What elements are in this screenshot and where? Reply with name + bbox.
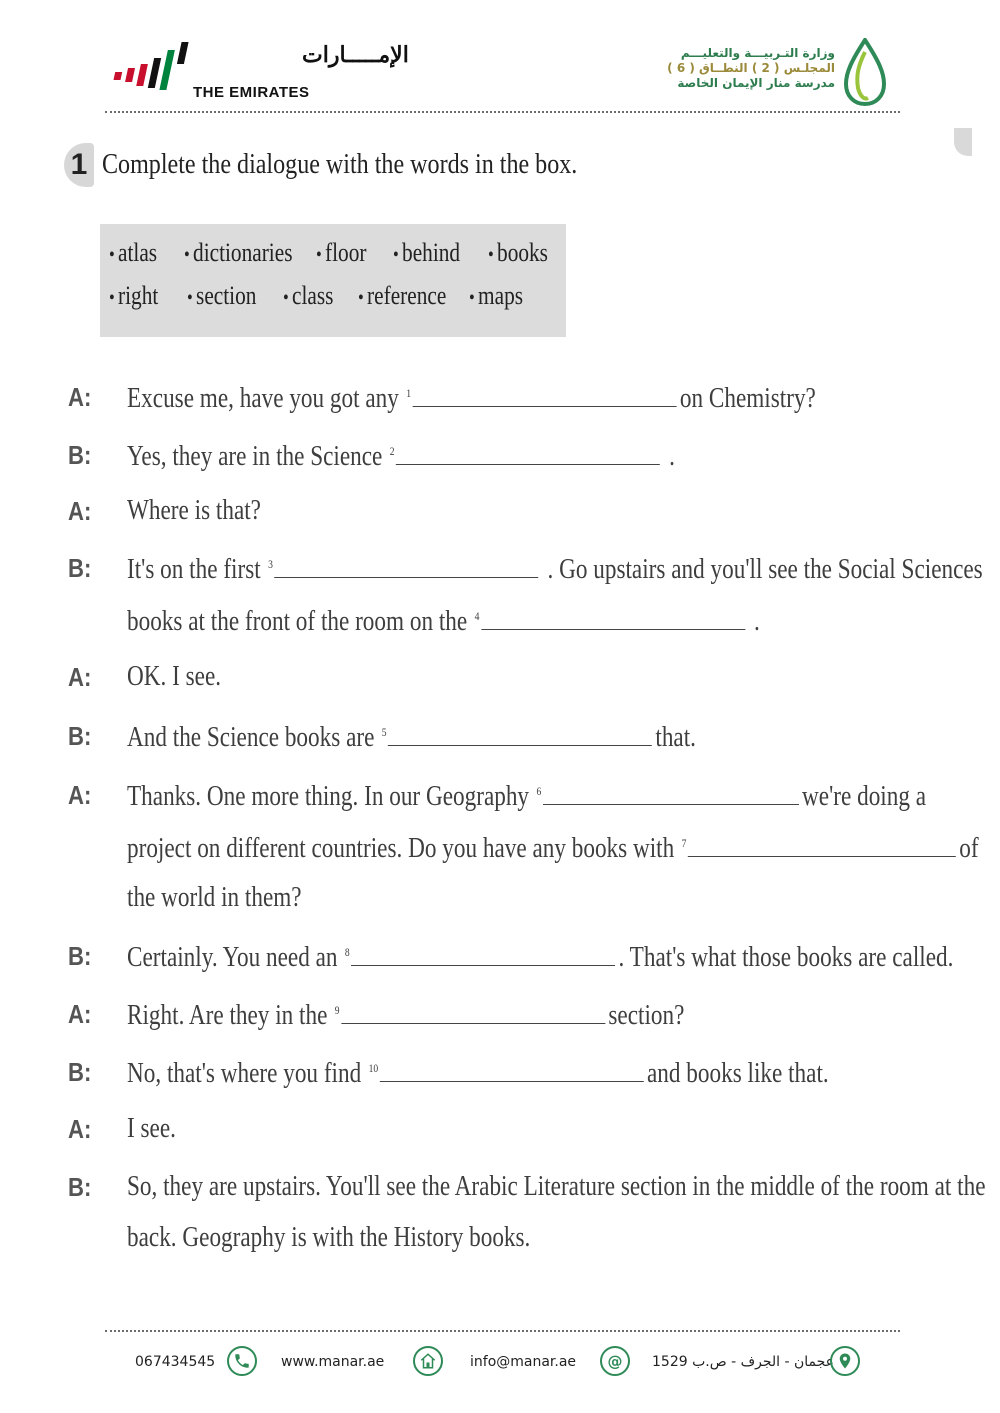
footer-divider (105, 1330, 900, 1332)
at-icon (600, 1346, 630, 1376)
answer-blank[interactable] (481, 603, 745, 630)
dialogue-text: Yes, they are in the Science $^2$ . (127, 440, 675, 472)
word-item: • atlas (109, 238, 158, 267)
dialogue-line-7 (0, 719, 1000, 759)
dialogue-line-2 (0, 438, 1000, 478)
answer-blank[interactable] (341, 997, 605, 1024)
council-zone: المجلـس ( 2 ) النطــاق ( 6 ) (667, 61, 835, 75)
exercise-number: 1 (64, 143, 94, 187)
dialogue-text: Certainly. You need an $^8$ . That's what those books are called. (127, 941, 954, 973)
address-text: عجمان - الجرف - ص.ب 1529 (652, 1354, 835, 1370)
dialogue-text: No, that's where you find $^{10}$ and books like that. (127, 1057, 829, 1089)
home-icon (413, 1346, 443, 1376)
dialogue-line-1 (0, 380, 1000, 420)
speaker-label: A: (68, 780, 92, 810)
location-pin-icon (830, 1346, 860, 1376)
answer-blank[interactable] (275, 551, 539, 578)
blank-number: 6 (536, 784, 542, 798)
speaker-label: A: (68, 1114, 92, 1144)
blank-number: 10 (368, 1061, 379, 1075)
dialogue-text: project on different countries. Do you have any books with $^7$ of (127, 832, 979, 864)
footer-email (470, 1346, 640, 1378)
word-item: • class (283, 281, 334, 310)
dialogue-line-8 (0, 778, 1000, 818)
word-item: • maps (469, 281, 524, 310)
dialogue-line-16 (0, 1221, 1000, 1261)
svg-text:@: @ (607, 1352, 623, 1370)
dialogue-text: I see. (127, 1112, 176, 1144)
phone-icon (227, 1346, 257, 1376)
speaker-label: B: (68, 941, 92, 971)
school-name: مدرسة منار الإيمان الخاصة (677, 76, 835, 90)
phone-number: 067434545 (135, 1354, 216, 1370)
blank-number: 9 (334, 1003, 340, 1017)
speaker-label: B: (68, 1057, 92, 1087)
header-divider (105, 111, 900, 113)
dialogue-text: the world in them? (127, 881, 302, 913)
emirates-arabic-text: الإمـــــارات (302, 42, 409, 67)
word-box (100, 224, 566, 337)
word-item: • books (488, 238, 548, 267)
dialogue-line-5 (0, 603, 1000, 643)
dialogue-line-13 (0, 1055, 1000, 1095)
dialogue-line-11 (0, 939, 1000, 979)
word-item: • dictionaries (184, 238, 293, 267)
blank-number: 2 (389, 444, 395, 458)
dialogue-line-3 (0, 494, 1000, 534)
speaker-label: A: (68, 496, 92, 526)
answer-blank[interactable] (543, 778, 799, 805)
blank-number: 8 (344, 945, 350, 959)
corner-tab (954, 128, 972, 156)
dialogue-text: And the Science books are $^5$ that. (127, 721, 696, 753)
answer-blank[interactable] (396, 438, 660, 465)
ministry-name: وزارة التـربيـــة والتعليـــم (680, 46, 835, 60)
emirates-english-text: THE EMIRATES (193, 84, 310, 101)
footer-address (652, 1346, 867, 1378)
speaker-label: B: (68, 721, 92, 751)
school-drop-logo-icon (842, 38, 888, 106)
exercise-title: Complete the dialogue with the words in the box. (102, 148, 578, 180)
speaker-label: B: (68, 1172, 92, 1202)
speaker-label: A: (68, 662, 92, 692)
dialogue-line-15 (0, 1170, 1000, 1210)
dialogue-text: It's on the first $^3$ . Go upstairs and you'll see the Social Sciences (127, 553, 983, 585)
dialogue-line-10 (0, 881, 1000, 921)
blank-number: 7 (681, 836, 687, 850)
word-item: • reference (358, 281, 447, 310)
answer-blank[interactable] (351, 939, 615, 966)
word-item: • right (109, 281, 159, 310)
dialogue-line-9 (0, 830, 1000, 870)
answer-blank[interactable] (413, 380, 677, 407)
footer-phone (135, 1346, 265, 1378)
dialogue-text: books at the front of the room on the $^4$ . (127, 605, 760, 637)
answer-blank[interactable] (688, 830, 956, 857)
answer-blank[interactable] (380, 1055, 644, 1082)
ministry-block (667, 46, 835, 91)
dialogue-text: Excuse me, have you got any $^1$ on Chemistry? (127, 382, 816, 414)
emirates-logo (112, 38, 409, 104)
page-header (0, 0, 1000, 120)
dialogue-text: So, they are upstairs. You'll see the Arabic Literature section in the middle of the room at the (127, 1170, 986, 1202)
speaker-label: B: (68, 440, 92, 470)
dialogue-line-4 (0, 551, 1000, 591)
answer-blank[interactable] (388, 719, 652, 746)
word-item: • floor (316, 238, 367, 267)
speaker-label: B: (68, 553, 92, 583)
dialogue-text: OK. I see. (127, 660, 222, 692)
dialogue-line-6 (0, 660, 1000, 700)
blank-number: 1 (406, 386, 412, 400)
dialogue-text: Right. Are they in the $^9$ section? (127, 999, 685, 1031)
speaker-label: A: (68, 999, 92, 1029)
email-link[interactable]: info@manar.ae (470, 1354, 577, 1370)
blank-number: 3 (268, 557, 273, 571)
footer-website (281, 1346, 451, 1378)
dialogue-text: Thanks. One more thing. In our Geography $^6$ we're doing a (127, 780, 927, 812)
dialogue-text: Where is that? (127, 494, 261, 526)
word-item: • behind (393, 238, 461, 267)
page-footer (0, 1340, 1000, 1384)
word-item: • section (187, 281, 257, 310)
emirates-stripes-icon (112, 40, 192, 102)
dialogue-text: back. Geography is with the History books. (127, 1221, 531, 1253)
speaker-label: A: (68, 382, 92, 412)
blank-number: 4 (474, 609, 480, 623)
blank-number: 5 (381, 725, 387, 739)
website-link[interactable]: www.manar.ae (281, 1354, 385, 1370)
dialogue-line-12 (0, 997, 1000, 1037)
dialogue-line-14 (0, 1112, 1000, 1152)
